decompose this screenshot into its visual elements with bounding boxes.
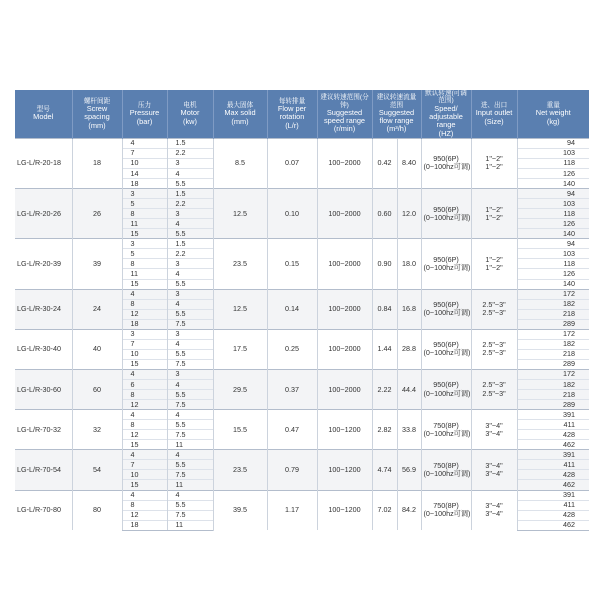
weight-cell: 140 <box>517 179 589 189</box>
weight-cell: 172 <box>517 289 589 299</box>
column-header-en: (kw) <box>183 116 197 126</box>
inlet-outlet-cell <box>471 490 517 530</box>
flow-max-cell: 12.0 <box>397 189 421 239</box>
motor-cell: 4 <box>167 380 213 390</box>
max-solid-cell: 17.5 <box>213 329 267 369</box>
weight-cell: 411 <box>517 460 589 470</box>
pressure-cell: 10 <box>122 470 167 480</box>
weight-cell: 126 <box>517 219 589 229</box>
weight-cell: 391 <box>517 450 589 460</box>
table-row <box>15 329 589 339</box>
column-header-en: Pressure <box>129 108 160 118</box>
flow-min-cell: 0.42 <box>372 138 397 188</box>
column-header-en: Model <box>33 112 54 122</box>
column-header-cn: 重量 <box>546 101 560 109</box>
column-header-cn: 螺杆间距 <box>83 97 111 105</box>
motor-cell: 2.2 <box>167 148 213 158</box>
column-header-en: (Size) <box>484 116 504 126</box>
pressure-cell: 12 <box>122 430 167 440</box>
spacing-cell: 32 <box>72 410 122 450</box>
weight-cell: 182 <box>517 339 589 349</box>
speed-range-cell: 100~1200 <box>317 450 372 490</box>
column-header-en: rotation <box>279 112 305 122</box>
motor-cell: 11 <box>167 440 213 450</box>
pressure-cell: 4 <box>122 410 167 420</box>
pressure-cell: 10 <box>122 349 167 359</box>
inlet-outlet-cell <box>471 289 517 329</box>
column-header <box>317 90 372 138</box>
pressure-cell: 3 <box>122 329 167 339</box>
speed-range-cell: 100~2000 <box>317 138 372 188</box>
spacing-cell: 60 <box>72 369 122 409</box>
column-header-en: (bar) <box>136 116 153 126</box>
pressure-cell: 3 <box>122 189 167 199</box>
model-cell: LG-L/R-70-32 <box>15 410 72 450</box>
weight-cell: 218 <box>517 349 589 359</box>
table-row <box>15 189 589 199</box>
weight-cell: 391 <box>517 490 589 500</box>
pressure-cell: 4 <box>122 289 167 299</box>
pressure-cell: 8 <box>122 209 167 219</box>
column-header-en: Flow per <box>277 104 307 114</box>
motor-cell: 4 <box>167 339 213 349</box>
column-header-cn: 每转排量 <box>278 97 306 105</box>
speed-hz-cell <box>421 369 471 409</box>
flow-max-cell: 56.9 <box>397 450 421 490</box>
column-header <box>267 90 317 138</box>
spacing-cell: 18 <box>72 138 122 188</box>
flow-min-cell: 0.60 <box>372 189 397 239</box>
speed-hz-line: 950(6P) <box>433 380 459 390</box>
max-solid-cell: 39.5 <box>213 490 267 530</box>
column-header-en: Suggested <box>326 107 363 117</box>
column-header <box>421 90 471 138</box>
pressure-cell: 12 <box>122 400 167 410</box>
weight-cell: 218 <box>517 390 589 400</box>
flow-min-cell: 2.82 <box>372 410 397 450</box>
inlet-outlet-cell <box>471 369 517 409</box>
pressure-cell: 12 <box>122 309 167 319</box>
inlet-outlet-line: 3"~4" <box>485 468 503 478</box>
speed-range-cell: 100~2000 <box>317 369 372 409</box>
max-solid-cell: 12.5 <box>213 289 267 329</box>
motor-cell: 4 <box>167 299 213 309</box>
speed-hz-cell <box>421 329 471 369</box>
speed-hz-line: (0~100hz可调) <box>423 388 471 398</box>
flow-per-rotation-cell: 1.17 <box>267 490 317 530</box>
speed-hz-line: (0~100hz可调) <box>423 509 471 519</box>
max-solid-cell: 29.5 <box>213 369 267 409</box>
column-header <box>471 90 517 138</box>
pressure-cell: 12 <box>122 510 167 520</box>
flow-min-cell: 7.02 <box>372 490 397 530</box>
speed-range-cell: 100~2000 <box>317 239 372 289</box>
pressure-cell: 10 <box>122 158 167 168</box>
pressure-cell: 7 <box>122 460 167 470</box>
weight-cell: 218 <box>517 309 589 319</box>
column-header-cn: 建议转速流量范围 <box>376 94 417 109</box>
pressure-cell: 7 <box>122 148 167 158</box>
inlet-outlet-line: 2.5"~3" <box>482 299 506 309</box>
weight-cell: 103 <box>517 249 589 259</box>
inlet-outlet-line: 2.5"~3" <box>482 340 506 350</box>
weight-cell: 428 <box>517 510 589 520</box>
weight-cell: 289 <box>517 400 589 410</box>
speed-range-cell: 100~2000 <box>317 329 372 369</box>
motor-cell: 5.5 <box>167 179 213 189</box>
flow-max-cell: 16.8 <box>397 289 421 329</box>
model-cell: LG-L/R-30-60 <box>15 369 72 409</box>
column-header-cn: 建议转速范围(分钟) <box>320 94 369 109</box>
pressure-cell: 8 <box>122 299 167 309</box>
column-header-en: spacing <box>84 112 110 122</box>
table-row <box>15 289 589 299</box>
motor-cell: 7.5 <box>167 430 213 440</box>
column-header-en: Input outlet <box>475 108 513 118</box>
speed-hz-cell <box>421 289 471 329</box>
column-header-en: speed range <box>323 116 366 126</box>
motor-cell: 1.5 <box>167 239 213 249</box>
spacing-cell: 39 <box>72 239 122 289</box>
speed-hz-cell <box>421 239 471 289</box>
flow-min-cell: 0.90 <box>372 239 397 289</box>
weight-cell: 94 <box>517 189 589 199</box>
inlet-outlet-line: 2.5"~3" <box>482 388 506 398</box>
flow-min-cell: 0.84 <box>372 289 397 329</box>
motor-cell: 3 <box>167 289 213 299</box>
weight-cell: 126 <box>517 169 589 179</box>
column-header-en: (mm) <box>231 116 249 126</box>
motor-cell: 4 <box>167 219 213 229</box>
weight-cell: 391 <box>517 410 589 420</box>
inlet-outlet-line: 3"~4" <box>485 460 503 470</box>
column-header <box>122 90 167 138</box>
pressure-cell: 5 <box>122 199 167 209</box>
column-header-en: (m³/h) <box>386 124 407 134</box>
motor-cell: 3 <box>167 259 213 269</box>
table-row <box>15 450 589 460</box>
inlet-outlet-cell <box>471 410 517 450</box>
weight-cell: 462 <box>517 520 589 530</box>
spacing-cell: 26 <box>72 189 122 239</box>
weight-cell: 428 <box>517 430 589 440</box>
inlet-outlet-cell <box>471 189 517 239</box>
pressure-cell: 8 <box>122 500 167 510</box>
column-header-en: Max solid <box>224 108 256 118</box>
speed-hz-line: 950(6P) <box>433 204 459 214</box>
pressure-cell: 18 <box>122 319 167 329</box>
pressure-cell: 7 <box>122 339 167 349</box>
column-header-cn: 默认转速(可调范围) <box>425 90 467 105</box>
pressure-cell: 4 <box>122 450 167 460</box>
weight-cell: 94 <box>517 239 589 249</box>
inlet-outlet-line: 3"~4" <box>485 428 503 438</box>
weight-cell: 140 <box>517 279 589 289</box>
speed-hz-cell <box>421 450 471 490</box>
flow-max-cell: 28.8 <box>397 329 421 369</box>
motor-cell: 5.5 <box>167 229 213 239</box>
flow-max-cell: 44.4 <box>397 369 421 409</box>
speed-hz-line: 950(6P) <box>433 340 459 350</box>
pressure-cell: 15 <box>122 279 167 289</box>
motor-cell: 4 <box>167 450 213 460</box>
flow-per-rotation-cell: 0.10 <box>267 189 317 239</box>
motor-cell: 11 <box>167 480 213 490</box>
model-cell: LG-L/R-20-39 <box>15 239 72 289</box>
speed-hz-cell <box>421 410 471 450</box>
column-header-en: (kg) <box>546 116 560 126</box>
weight-cell: 94 <box>517 138 589 148</box>
max-solid-cell: 23.5 <box>213 450 267 490</box>
flow-per-rotation-cell: 0.14 <box>267 289 317 329</box>
flow-min-cell: 1.44 <box>372 329 397 369</box>
speed-hz-cell <box>421 490 471 530</box>
flow-max-cell: 33.8 <box>397 410 421 450</box>
inlet-outlet-line: 3"~4" <box>485 420 503 430</box>
column-header <box>72 90 122 138</box>
column-header-en: (L/r) <box>285 120 299 130</box>
motor-cell: 7.5 <box>167 319 213 329</box>
inlet-outlet-line: 1"~2" <box>485 204 503 214</box>
speed-hz-line: (0~100hz可调) <box>423 262 471 272</box>
pressure-cell: 11 <box>122 219 167 229</box>
speed-hz-line: (0~100hz可调) <box>423 308 471 318</box>
weight-cell: 172 <box>517 329 589 339</box>
model-cell: LG-L/R-30-24 <box>15 289 72 329</box>
column-header <box>167 90 213 138</box>
speed-hz-line: (0~100hz可调) <box>423 212 471 222</box>
column-header-en: adjustable range <box>429 112 463 130</box>
motor-cell: 11 <box>167 520 213 530</box>
motor-cell: 3 <box>167 209 213 219</box>
motor-cell: 5.5 <box>167 460 213 470</box>
pump-spec-table <box>15 90 589 531</box>
motor-cell: 3 <box>167 158 213 168</box>
column-header <box>372 90 421 138</box>
weight-cell: 462 <box>517 480 589 490</box>
column-header <box>15 90 72 138</box>
model-cell: LG-L/R-20-18 <box>15 138 72 188</box>
speed-hz-line: (0~100hz可调) <box>423 162 471 172</box>
weight-cell: 118 <box>517 158 589 168</box>
inlet-outlet-line: 2.5"~3" <box>482 348 506 358</box>
pressure-cell: 18 <box>122 179 167 189</box>
motor-cell: 4 <box>167 490 213 500</box>
pressure-cell: 14 <box>122 169 167 179</box>
weight-cell: 118 <box>517 209 589 219</box>
motor-cell: 1.5 <box>167 138 213 148</box>
motor-cell: 2.2 <box>167 249 213 259</box>
pressure-cell: 4 <box>122 369 167 379</box>
weight-cell: 182 <box>517 380 589 390</box>
table-row <box>15 138 589 148</box>
inlet-outlet-line: 3"~4" <box>485 501 503 511</box>
column-header-cn: 压力 <box>137 101 152 109</box>
weight-cell: 118 <box>517 259 589 269</box>
flow-per-rotation-cell: 0.07 <box>267 138 317 188</box>
weight-cell: 140 <box>517 229 589 239</box>
pressure-cell: 5 <box>122 249 167 259</box>
motor-cell: 4 <box>167 169 213 179</box>
inlet-outlet-line: 1"~2" <box>485 254 503 264</box>
speed-hz-line: 950(6P) <box>433 299 459 309</box>
inlet-outlet-line: 1"~2" <box>485 162 503 172</box>
speed-hz-cell <box>421 138 471 188</box>
inlet-outlet-line: 1"~2" <box>485 154 503 164</box>
speed-range-cell: 100~2000 <box>317 289 372 329</box>
flow-min-cell: 4.74 <box>372 450 397 490</box>
flow-per-rotation-cell: 0.79 <box>267 450 317 490</box>
pressure-cell: 11 <box>122 269 167 279</box>
column-header-en: (mm) <box>88 120 106 130</box>
weight-cell: 172 <box>517 369 589 379</box>
table-body <box>15 138 589 530</box>
speed-hz-line: (0~100hz可调) <box>423 348 471 358</box>
table-row <box>15 369 589 379</box>
speed-hz-line: (0~100hz可调) <box>423 468 471 478</box>
inlet-outlet-cell <box>471 450 517 490</box>
inlet-outlet-cell <box>471 329 517 369</box>
motor-cell: 3 <box>167 369 213 379</box>
max-solid-cell: 15.5 <box>213 410 267 450</box>
pressure-cell: 6 <box>122 380 167 390</box>
weight-cell: 289 <box>517 359 589 369</box>
pressure-cell: 15 <box>122 440 167 450</box>
inlet-outlet-cell <box>471 239 517 289</box>
motor-cell: 7.5 <box>167 510 213 520</box>
weight-cell: 103 <box>517 148 589 158</box>
column-header-en: Net weight <box>535 108 571 118</box>
pressure-cell: 4 <box>122 490 167 500</box>
flow-per-rotation-cell: 0.47 <box>267 410 317 450</box>
motor-cell: 5.5 <box>167 279 213 289</box>
column-header-en: Suggested <box>378 107 415 117</box>
column-header-en: (r/min) <box>333 124 356 134</box>
inlet-outlet-line: 1"~2" <box>485 212 503 222</box>
column-header-cn: 最大固体 <box>226 101 254 109</box>
speed-range-cell: 100~1200 <box>317 410 372 450</box>
pressure-cell: 8 <box>122 390 167 400</box>
speed-range-cell: 100~1200 <box>317 490 372 530</box>
weight-cell: 411 <box>517 420 589 430</box>
motor-cell: 4 <box>167 269 213 279</box>
table-row <box>15 490 589 500</box>
pressure-cell: 18 <box>122 520 167 530</box>
table-header <box>15 90 589 138</box>
max-solid-cell: 23.5 <box>213 239 267 289</box>
model-cell: LG-L/R-70-80 <box>15 490 72 530</box>
flow-max-cell: 18.0 <box>397 239 421 289</box>
weight-cell: 428 <box>517 470 589 480</box>
weight-cell: 462 <box>517 440 589 450</box>
inlet-outlet-line: 2.5"~3" <box>482 380 506 390</box>
speed-hz-line: 750(8P) <box>433 501 459 511</box>
motor-cell: 5.5 <box>167 309 213 319</box>
pressure-cell: 8 <box>122 259 167 269</box>
motor-cell: 2.2 <box>167 199 213 209</box>
flow-min-cell: 2.22 <box>372 369 397 409</box>
speed-range-cell: 100~2000 <box>317 189 372 239</box>
speed-hz-line: 950(6P) <box>433 154 459 164</box>
column-header <box>213 90 267 138</box>
motor-cell: 3 <box>167 329 213 339</box>
header-row <box>15 90 589 138</box>
max-solid-cell: 12.5 <box>213 189 267 239</box>
motor-cell: 7.5 <box>167 470 213 480</box>
flow-max-cell: 84.2 <box>397 490 421 530</box>
column-header-cn: 电机 <box>183 101 197 109</box>
model-cell: LG-L/R-70-54 <box>15 450 72 490</box>
spacing-cell: 24 <box>72 289 122 329</box>
spacing-cell: 54 <box>72 450 122 490</box>
model-cell: LG-L/R-30-40 <box>15 329 72 369</box>
inlet-outlet-line: 2.5"~3" <box>482 308 506 318</box>
speed-hz-line: 950(6P) <box>433 254 459 264</box>
column-header-en: Motor <box>180 108 200 118</box>
motor-cell: 5.5 <box>167 500 213 510</box>
spacing-cell: 80 <box>72 490 122 530</box>
motor-cell: 5.5 <box>167 420 213 430</box>
flow-per-rotation-cell: 0.25 <box>267 329 317 369</box>
column-header-cn: 进、出口 <box>480 101 508 109</box>
pressure-cell: 4 <box>122 138 167 148</box>
flow-max-cell: 8.40 <box>397 138 421 188</box>
column-header-cn: 型号 <box>36 106 50 114</box>
motor-cell: 7.5 <box>167 400 213 410</box>
speed-hz-line: 750(8P) <box>433 420 459 430</box>
motor-cell: 4 <box>167 410 213 420</box>
inlet-outlet-line: 1"~2" <box>485 262 503 272</box>
column-header <box>517 90 589 138</box>
pressure-cell: 3 <box>122 239 167 249</box>
inlet-outlet-cell <box>471 138 517 188</box>
weight-cell: 289 <box>517 319 589 329</box>
max-solid-cell: 8.5 <box>213 138 267 188</box>
column-header-en: Speed/ <box>434 103 458 113</box>
pressure-cell: 15 <box>122 229 167 239</box>
weight-cell: 411 <box>517 500 589 510</box>
inlet-outlet-line: 3"~4" <box>485 509 503 519</box>
motor-cell: 5.5 <box>167 390 213 400</box>
pressure-cell: 8 <box>122 420 167 430</box>
pressure-cell: 15 <box>122 359 167 369</box>
pressure-cell: 15 <box>122 480 167 490</box>
model-cell: LG-L/R-20-26 <box>15 189 72 239</box>
motor-cell: 5.5 <box>167 349 213 359</box>
weight-cell: 182 <box>517 299 589 309</box>
table-row <box>15 410 589 420</box>
column-header-en: flow range <box>379 116 414 126</box>
speed-hz-line: 750(8P) <box>433 460 459 470</box>
motor-cell: 7.5 <box>167 359 213 369</box>
column-header-en: (HZ) <box>438 128 454 138</box>
table-row <box>15 239 589 249</box>
weight-cell: 126 <box>517 269 589 279</box>
flow-per-rotation-cell: 0.15 <box>267 239 317 289</box>
flow-per-rotation-cell: 0.37 <box>267 369 317 409</box>
speed-hz-line: (0~100hz可调) <box>423 428 471 438</box>
speed-hz-cell <box>421 189 471 239</box>
weight-cell: 103 <box>517 199 589 209</box>
column-header-en: Screw <box>86 104 108 114</box>
motor-cell: 1.5 <box>167 189 213 199</box>
spacing-cell: 40 <box>72 329 122 369</box>
